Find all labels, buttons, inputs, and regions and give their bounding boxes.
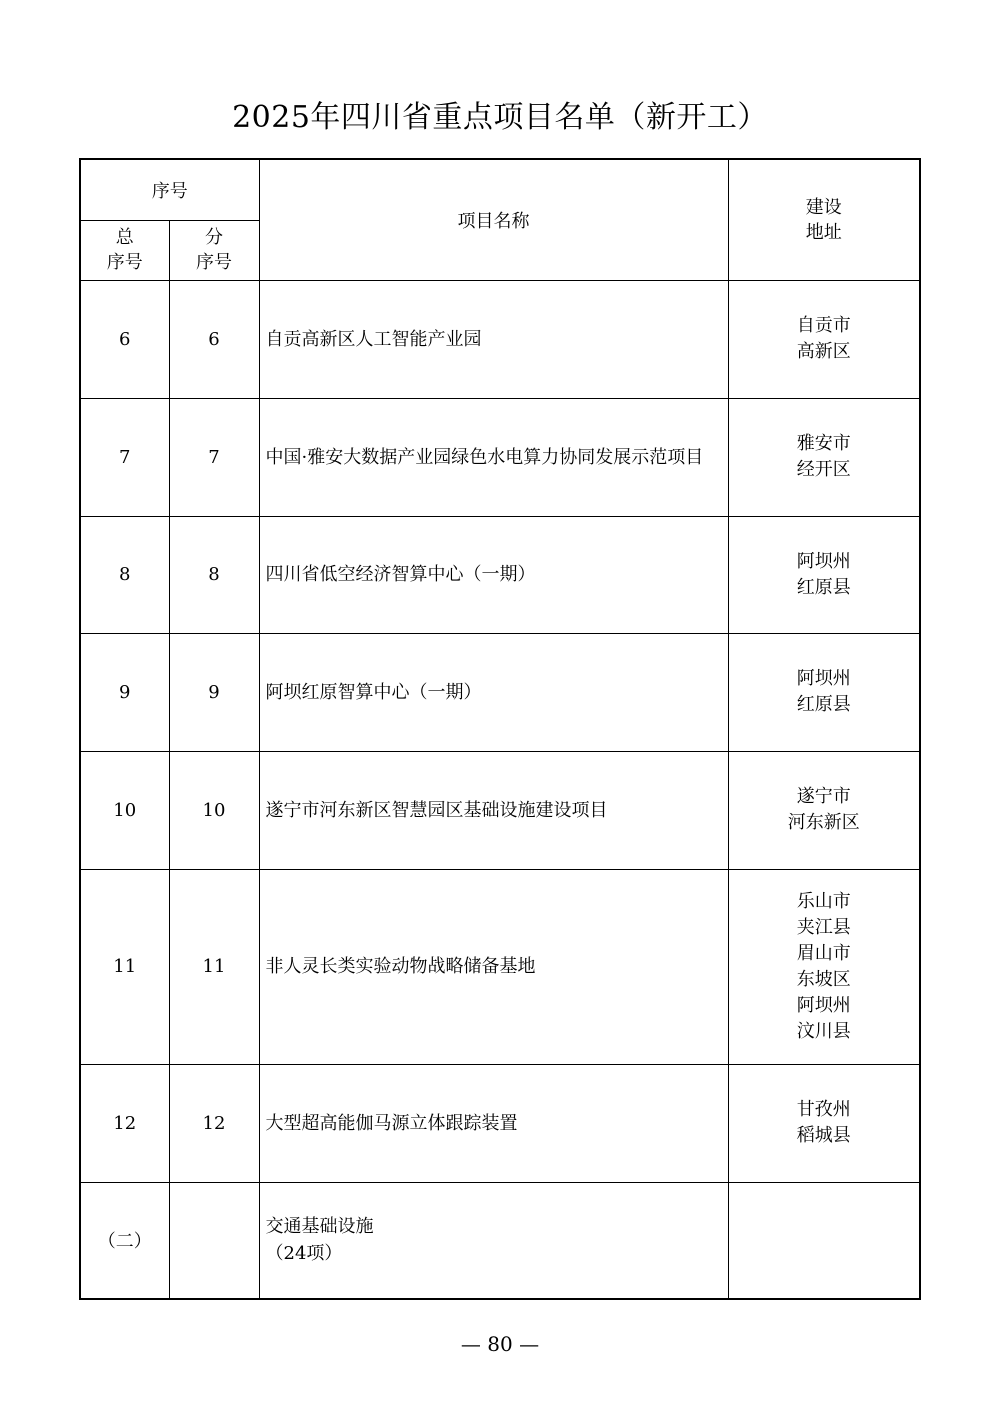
header-total-seq-line: 序号 [106,252,143,273]
sub-seq-cell: 9 [169,633,259,751]
location-line: 红原县 [796,576,851,598]
location-line: 眉山市 [796,942,851,964]
header-total-seq-line: 总 [115,227,134,248]
project-name-cell: 自贡高新区人工智能产业园 [259,280,728,398]
project-name-cell: 中国·雅安大数据产业园绿色水电算力协同发展示范项目 [259,398,728,516]
header-total-seq [80,220,169,280]
location-line: 甘孜州 [796,1099,851,1120]
project-name-cell: 非人灵长类实验动物战略储备基地 [259,869,728,1064]
total-seq-cell: 10 [80,751,169,869]
project-name-cell: 遂宁市河东新区智慧园区基础设施建设项目 [259,751,728,869]
location-line: 河东新区 [787,812,860,833]
project-name-cell: 大型超高能伽马源立体跟踪装置 [259,1064,728,1182]
location-line: 阿坝州 [796,668,851,689]
total-seq-cell: 9 [80,633,169,751]
sub-seq-cell: 11 [169,869,259,1064]
table-row [80,869,920,1064]
location-cell [728,516,920,633]
location-line: 稻城县 [796,1125,851,1146]
header-location-line: 地址 [805,221,842,243]
location-line: 夹江县 [796,916,851,938]
location-cell [728,633,920,751]
table-row [80,516,920,633]
header-seq: 序号 [80,159,259,220]
header-sub-seq-line: 分 [205,227,223,248]
page-number: — 80 — [460,1332,540,1356]
location-cell [728,1064,920,1182]
project-table [79,158,921,1300]
category-count-line: （24项） [265,1243,343,1265]
location-line: 遂宁市 [796,786,851,807]
category-name-cell [259,1182,728,1299]
sub-seq-cell: 8 [169,516,259,633]
sub-seq-cell: 12 [169,1064,259,1182]
table-row [80,398,920,516]
total-seq-cell: 6 [80,280,169,398]
location-line: 汶川县 [796,1020,851,1042]
header-location-line: 建设 [805,196,842,218]
location-line: 经开区 [796,459,851,480]
project-name-cell: 四川省低空经济智算中心（一期） [259,516,728,633]
table-row [80,633,920,751]
document-title: 2025年四川省重点项目名单（新开工） [232,100,768,135]
header-location [728,159,920,280]
header-row [80,159,920,220]
header-name: 项目名称 [259,159,728,280]
sub-seq-cell: 7 [169,398,259,516]
location-line: 阿坝州 [796,994,851,1016]
location-cell [728,751,920,869]
total-seq-cell: 12 [80,1064,169,1182]
project-name-cell: 阿坝红原智算中心（一期） [259,633,728,751]
sub-seq-cell: 10 [169,751,259,869]
location-cell [728,280,920,398]
total-seq-cell: 8 [80,516,169,633]
category-location-cell [728,1182,920,1299]
sub-seq-cell: 6 [169,280,259,398]
header-sub-seq [169,220,259,280]
table-row [80,751,920,869]
location-line: 东坡区 [796,968,851,990]
location-line: 红原县 [796,694,851,715]
total-seq-cell: 11 [80,869,169,1064]
location-line: 雅安市 [796,433,851,454]
category-number-cell: （二） [80,1182,169,1299]
location-line: 阿坝州 [796,550,851,572]
location-cell [728,869,920,1064]
header-sub-seq-line: 序号 [196,252,232,273]
location-line: 自贡市 [796,315,851,336]
total-seq-cell: 7 [80,398,169,516]
category-sub-cell [169,1182,259,1299]
category-name-line: 交通基础设施 [265,1216,374,1238]
location-line: 乐山市 [796,890,851,912]
category-row [80,1182,920,1299]
table-row [80,280,920,398]
location-line: 高新区 [796,341,851,362]
table-row [80,1064,920,1182]
location-cell [728,398,920,516]
